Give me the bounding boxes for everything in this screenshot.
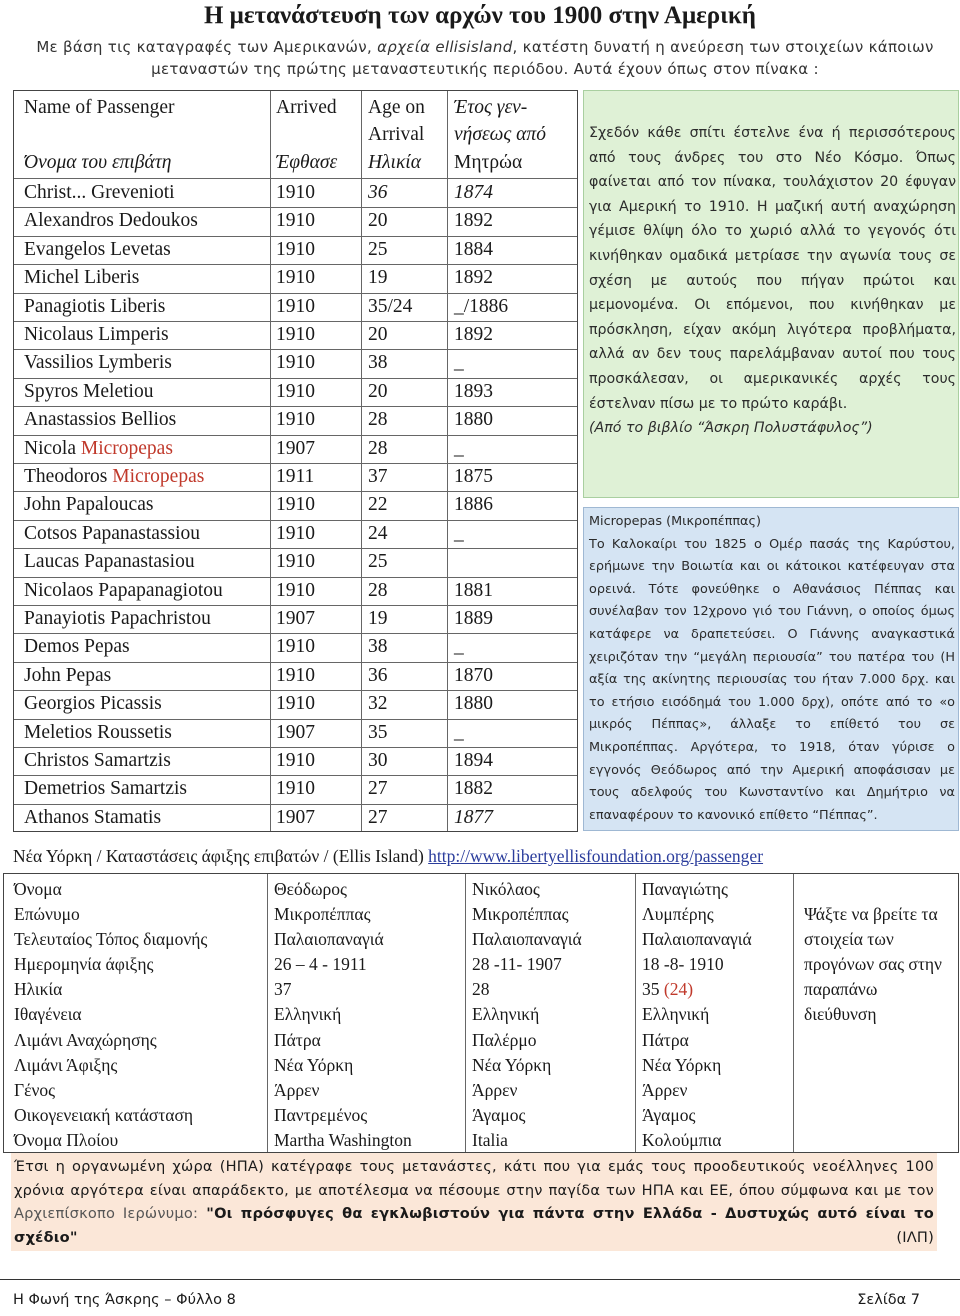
commentary-source: (Από το βιβλίο “Άσκρη Πολυστάφυλος”) (589, 420, 873, 437)
passenger-first: Laucas Papanastasiou (24, 551, 195, 573)
passenger-table (13, 90, 578, 832)
arrivals-value: Ελληνική (472, 1004, 540, 1025)
arrivals-value: Κολούμπια (642, 1129, 722, 1150)
row-divider (14, 577, 577, 578)
history-text (589, 511, 955, 827)
arrivals-value: Ιθαγένεια (14, 1004, 82, 1025)
commentary-body: Σχεδόν κάθε σπίτι έστελνε ένα ή περισσότερους από τους άνδρες του στο Νέο Κόσμο. Όπως φαίνεται από τον πίνακα, τουλάχιστον 20 έφυγαν για Αμερική το 1910. Η μαζική αυτή αναχώρηση γέμισε θλίψη όλο το χωριό αλλά το γεγονός ότι κινήθηκαν ομαδικά μετρίασε την αγωνία τους σε σχέση με αυτούς που πήγαν πρώτοι και μεμονομένα. Οι επόμενοι, που κινήθηκαν με πρόσκληση, είχαν ακόμη λιγότερα προβλήματα, αλλά αν δεν τους παρελάμβαναν αυτοί που τους προσκάλεσαν, οι αμερικανικές αρχές τους έστελναν πίσω με το πρώτο καράβι. (589, 125, 956, 412)
arrivals-cell (274, 1053, 412, 1078)
arrivals-cell (642, 1002, 752, 1027)
arrivals-cell (274, 1002, 412, 1027)
passenger-first: Vassilios Lymberis (24, 352, 172, 374)
arrivals-value: Παναγιώτης (642, 879, 728, 899)
arrivals-cell (472, 902, 582, 927)
footer-page-number: Σελίδα 7 (857, 1292, 920, 1308)
closing-box (11, 1153, 937, 1251)
passenger-name (24, 323, 169, 347)
col-divider (361, 91, 362, 831)
arrivals-cell (274, 1078, 412, 1103)
col-divider (270, 91, 271, 831)
passenger-age: 28 (368, 437, 388, 459)
passenger-year: _/1886 (454, 295, 509, 317)
header-arrived-gr: Έφθασε (276, 152, 338, 173)
arrivals-cell (472, 877, 582, 902)
passenger-age: 20 (368, 210, 388, 232)
passenger-name (24, 380, 153, 404)
arrivals-cell (642, 952, 752, 977)
passenger-age: 28 (368, 409, 388, 431)
passenger-name (24, 806, 161, 830)
header-birth-1: Έτος γεν- (454, 97, 528, 118)
arrivals-value: 28 -11- 1907 (472, 954, 562, 975)
arrivals-cell (472, 952, 582, 977)
passenger-arrived: 1910 (276, 636, 315, 658)
arrivals-value: Ηλικία (14, 979, 63, 1000)
passenger-age: 20 (368, 324, 388, 345)
row-divider (14, 690, 577, 691)
arrivals-value: Πάτρα (642, 1029, 689, 1050)
row-divider (14, 207, 577, 208)
passenger-year: 1886 (454, 494, 493, 516)
passenger-arrived: 1910 (276, 295, 315, 317)
col-divider (793, 874, 794, 1152)
passenger-first: Alexandros Dedoukos (24, 210, 198, 232)
passenger-arrived: 1910 (276, 352, 315, 374)
arrivals-cell (274, 902, 412, 927)
passenger-year: 1892 (454, 210, 493, 232)
passenger-first: Evangelos Levetas (24, 238, 171, 260)
intro-italic: αρχεία ellisisland (377, 38, 513, 56)
arrivals-value: Άγαμος (472, 1104, 526, 1125)
passenger-first: Athanos Stamatis (24, 806, 162, 828)
passenger-year: 1893 (454, 380, 493, 402)
arrivals-cell (14, 1078, 207, 1103)
arrivals-cell (274, 877, 412, 902)
header-birth-3: Μητρώα (454, 152, 523, 173)
row-divider (14, 236, 577, 237)
row-divider (14, 491, 577, 492)
arrivals-value: 35 (642, 979, 664, 1000)
arrivals-value: Νέα Υόρκη (472, 1054, 552, 1075)
row-divider (14, 463, 577, 464)
arrivals-cell (642, 1028, 752, 1053)
passenger-age: 20 (368, 380, 388, 402)
col-divider (447, 91, 448, 831)
passenger-name (24, 295, 165, 319)
arrivals-cell (472, 1002, 582, 1027)
arrivals-cell (14, 1103, 207, 1128)
passenger-age: 27 (368, 806, 388, 828)
arrivals-cell (472, 1103, 582, 1128)
passenger-year: _ (454, 437, 464, 459)
row-divider (14, 406, 577, 407)
passenger-name (24, 209, 198, 233)
passenger-name (24, 266, 139, 290)
passenger-year: 1877 (454, 806, 493, 828)
row-divider (14, 435, 577, 436)
row-divider (14, 293, 577, 294)
passenger-year: 1894 (454, 750, 493, 771)
passenger-name (24, 351, 172, 375)
passenger-age: 27 (368, 778, 388, 800)
passenger-first: Christ... Grevenioti (24, 182, 175, 203)
passenger-year: 1870 (454, 664, 493, 686)
passenger-first: Meletios Roussetis (24, 721, 172, 743)
passenger-year: 1880 (454, 409, 493, 431)
arrivals-cell (14, 977, 207, 1002)
age-alternate: (24) (663, 979, 694, 1000)
passenger-name (24, 550, 195, 574)
passenger-first: Anastassios Bellios (24, 409, 177, 431)
arrivals-value: Θεόδωρος (274, 879, 347, 899)
passenger-surname-highlight: Micropepas (80, 437, 173, 459)
passenger-first: Nicolaus Limperis (24, 324, 169, 345)
passenger-age: 28 (368, 579, 388, 601)
passenger-name (24, 522, 200, 546)
arrivals-cell (472, 977, 582, 1002)
passenger-first: Georgios Picassis (24, 693, 162, 715)
passenger-first: Michel Liberis (24, 267, 140, 289)
col-divider (267, 874, 268, 1152)
arrivals-cell (14, 1128, 207, 1153)
intro-paragraph (30, 36, 940, 80)
arrivals-value: Άγαμος (642, 1104, 696, 1125)
passenger-age: 25 (368, 238, 388, 260)
arrivals-cell (642, 1078, 752, 1103)
passenger-year: 1875 (454, 466, 493, 487)
passenger-arrived: 1910 (276, 182, 315, 203)
passenger-year: _ (454, 352, 464, 374)
arrivals-value: Νέα Υόρκη (274, 1054, 354, 1075)
row-divider (14, 520, 577, 521)
passenger-age: 35/24 (368, 295, 413, 317)
passenger-first: John Pepas (24, 664, 112, 686)
arrivals-cell (472, 1028, 582, 1053)
arrivals-value: Επώνυμο (14, 904, 80, 925)
intro-text-2: , κατέστη δυνατή η ανεύρεση των στοιχείων κάποιων μεταναστών της πρώτης μεταναστευτικής περιόδου. Αυτά έχουν όπως στον πίνακα : (151, 38, 934, 78)
passenger-arrived: 1910 (276, 380, 315, 402)
header-age-gr: Ηλικία (368, 152, 421, 173)
passenger-name (24, 181, 175, 205)
row-divider (14, 775, 577, 776)
row-divider (14, 605, 577, 606)
arrivals-cell (14, 877, 207, 902)
passenger-year: 1884 (454, 238, 493, 260)
passenger-arrived: 1907 (276, 608, 315, 629)
passenger-arrived: 1910 (276, 693, 315, 715)
arrivals-value: Martha Washington (274, 1129, 412, 1150)
passenger-age: 22 (368, 494, 388, 516)
passenger-age: 36 (368, 182, 388, 203)
passenger-year: 1889 (454, 608, 493, 629)
row-divider (14, 804, 577, 805)
passenger-arrived: 1910 (276, 494, 315, 516)
arrivals-cell (14, 1053, 207, 1078)
arrivals-value: Γένος (14, 1079, 56, 1100)
arrivals-value: Παντρεμένος (274, 1104, 368, 1125)
passenger-arrived: 1910 (276, 267, 315, 289)
arrivals-cell (472, 1053, 582, 1078)
closing-ref: Αρχιεπίσκοπο Ιερώνυμο: (14, 1205, 199, 1222)
arrivals-panagiotis (642, 877, 752, 1153)
footer-rule (0, 1279, 960, 1280)
arrivals-cell (642, 1053, 752, 1078)
arrivals-theodoros (274, 877, 412, 1153)
passenger-arrived: 1910 (276, 664, 315, 686)
header-age-2: Arrival (368, 124, 425, 145)
row-divider (14, 662, 577, 663)
source-link[interactable]: http://www.libertyellisfoundation.org/passenger (428, 846, 764, 866)
arrivals-value: Πάτρα (274, 1029, 321, 1050)
passenger-year: _ (454, 636, 464, 658)
passenger-first: Nicola (24, 437, 81, 459)
arrivals-cell (642, 977, 752, 1002)
passenger-name (24, 721, 172, 745)
passenger-arrived: 1910 (276, 579, 315, 601)
header-divider (14, 178, 577, 179)
header-name-gr: Όνομα του επιβάτη (24, 152, 172, 173)
arrivals-value: Άρρεν (274, 1079, 320, 1100)
passenger-first: Demos Pepas (24, 636, 130, 658)
passenger-arrived: 1910 (276, 409, 315, 431)
passenger-arrived: 1907 (276, 437, 315, 459)
arrivals-cell (274, 977, 412, 1002)
arrivals-cell (642, 927, 752, 952)
arrivals-value: Παλέρμο (472, 1029, 537, 1050)
arrivals-value: Ελληνική (274, 1004, 342, 1025)
passenger-first: Cotsos Papanastassiou (24, 522, 201, 544)
passenger-year: 1892 (454, 267, 493, 289)
passenger-arrived: 1907 (276, 721, 315, 743)
passenger-age: 36 (368, 664, 388, 686)
arrivals-cell (642, 902, 752, 927)
closing-quote: "Οι πρόσφυγες θα εγκλωβιστούν για πάντα στην Ελλάδα - Δυστυχώς αυτό είναι το σχέδιο" (14, 1205, 934, 1246)
arrivals-cell (642, 877, 752, 902)
passenger-arrived: 1910 (276, 551, 315, 573)
arrivals-value: Άρρεν (472, 1079, 518, 1100)
history-body: Το Καλοκαίρι του 1825 ο Ομέρ πασάς της Καρύστου, ερήμωνε την Βοιωτία και οι κάτοικοι κατέφευγαν στα ορεινά. Τότε φονεύθηκε ο Αθανάσιος Πέππας και συνέλαβαν τον 12χρονο γιό του Γιάννη, ο οποίος όμως κατάφερε να δραπετεύσει. Ο Γιάννης αναγκαστικά χειριζόταν την “μεγάλη περιουσία” του πατέρα του (Η αξία της ακίνητης περιουσίας του ήταν 7.000 δρχ. και το ετήσιο εισόδημά του 1.000 δρχ), οπότε από το «ο μικρός Πέππας», άλλαξε το επίθετό του σε Μικροπέππας. Αργότερα, το 1918, όταν γύρισε ο εγγονός Θεόδωρος από την Αμερική αποφάσισαν με τους αδελφούς του Κωνσταντίνο και Δημήτριο να επαναφέρουν το κανονικό επίθετο “Πέππας”. (589, 536, 955, 823)
arrivals-cell (472, 927, 582, 952)
footer-publication: Η Φωνή της Άσκρης – Φύλλο 8 (13, 1292, 236, 1308)
arrivals-cell (274, 1103, 412, 1128)
arrivals-value: Λιμάνι Αναχώρησης (14, 1029, 157, 1050)
arrivals-value: Ημερομηνία άφιξης (14, 954, 154, 975)
row-divider (14, 548, 577, 549)
passenger-arrived: 1910 (276, 778, 315, 800)
arrivals-cell (472, 1128, 582, 1153)
passenger-name (24, 607, 211, 631)
source-line (13, 846, 763, 867)
passenger-name (24, 692, 162, 716)
arrivals-value: Παλαιοπαναγιά (472, 929, 582, 950)
arrivals-cell (14, 902, 207, 927)
arrivals-value: Νέα Υόρκη (642, 1054, 722, 1075)
header-name-en: Name of Passenger (24, 97, 175, 118)
arrivals-cell (274, 927, 412, 952)
passenger-year: 1874 (454, 182, 493, 203)
passenger-name (24, 437, 173, 461)
passenger-name (24, 579, 223, 603)
closing-body: Έτσι η οργανωμένη χώρα (ΗΠΑ) κατέγραφε τους μετανάστες, κάτι που για εμάς τους προοδευτικούς νεοέλληνες 100 χρόνια αργότερα είναι απαράδεκτο, με αποτέλεσμα να πέσουμε στην παγίδα των ΗΠΑ και ΕΕ, όπου σύμφωνα και με τον (14, 1158, 934, 1199)
arrivals-value: Άρρεν (642, 1079, 688, 1100)
passenger-arrived: 1910 (276, 522, 315, 544)
passenger-first: John Papaloucas (24, 494, 154, 516)
arrivals-cell (274, 952, 412, 977)
arrivals-value: Οικογενειακή κατάσταση (14, 1104, 194, 1125)
closing-signature: (ΙΛΠ) (896, 1228, 934, 1246)
arrivals-value: 28 (472, 979, 490, 1000)
row-divider (14, 321, 577, 322)
passenger-arrived: 1910 (276, 750, 315, 771)
page-title: Η μετανάστευση των αρχών του 1900 στην Αμερική (203, 2, 756, 29)
arrivals-table (3, 873, 959, 1153)
row-divider (14, 747, 577, 748)
passenger-age: 24 (368, 522, 388, 544)
passenger-age: 37 (368, 466, 388, 487)
passenger-year: 1882 (454, 778, 493, 800)
row-divider (14, 719, 577, 720)
passenger-name (24, 664, 111, 688)
closing-text (14, 1155, 934, 1249)
passenger-first: Panayiotis Papachristou (24, 608, 211, 629)
passenger-year: 1892 (454, 324, 493, 345)
intro-text-1: Με βάση τις καταγραφές των Αμερικανών, (36, 38, 378, 56)
passenger-first: Spyros Meletiou (24, 380, 154, 402)
passenger-age: 30 (368, 750, 388, 771)
arrivals-cell (642, 1103, 752, 1128)
arrivals-value: Μικροπέππας (472, 904, 569, 925)
passenger-age: 38 (368, 352, 388, 374)
arrivals-value: Παλαιοπαναγιά (274, 929, 384, 950)
arrivals-value: Μικροπέππας (274, 904, 371, 925)
passenger-year: 1881 (454, 579, 493, 601)
header-arrived-en: Arrived (276, 97, 337, 118)
header-age-1: Age on (368, 97, 425, 118)
arrivals-value: Λιμάνι Άφιξης (14, 1054, 118, 1075)
row-divider (14, 264, 577, 265)
passenger-age: 35 (368, 721, 388, 743)
arrivals-nikolaos (472, 877, 582, 1153)
row-divider (14, 633, 577, 634)
passenger-age: 19 (368, 267, 388, 289)
row-divider (14, 349, 577, 350)
commentary-box (583, 90, 959, 498)
passenger-first: Panagiotis Liberis (24, 295, 166, 317)
arrivals-value: Νικόλαος (472, 879, 540, 899)
arrivals-labels (14, 877, 207, 1153)
arrivals-cell (472, 1078, 582, 1103)
passenger-age: 38 (368, 636, 388, 658)
commentary-text (589, 121, 956, 441)
arrivals-cell (14, 1002, 207, 1027)
passenger-first: Demetrios Samartzis (24, 778, 187, 800)
passenger-name (24, 408, 176, 432)
search-note: Ψάξτε να βρείτε τα στοιχεία των προγόνων σας στην παραπάνω διεύθυνση (804, 904, 942, 1024)
header-birth-2: νήσεως από (454, 124, 546, 145)
passenger-name (24, 635, 130, 659)
passenger-arrived: 1910 (276, 210, 315, 232)
arrivals-value: Ελληνική (642, 1004, 710, 1025)
passenger-name (24, 493, 153, 517)
passenger-name (24, 465, 204, 489)
passenger-arrived: 1910 (276, 324, 315, 345)
arrivals-value: 37 (274, 979, 292, 1000)
passenger-first: Nicolaos Papapanagiotou (24, 579, 223, 601)
arrivals-value: 26 – 4 - 1911 (274, 954, 367, 975)
passenger-arrived: 1907 (276, 806, 315, 828)
arrivals-cell (14, 927, 207, 952)
col-divider (465, 874, 466, 1152)
passenger-first: Christos Samartzis (24, 750, 171, 771)
arrivals-value: Τελευταίος Τόπος διαμονής (14, 929, 208, 950)
arrivals-cell (642, 1128, 752, 1153)
passenger-arrived: 1911 (276, 466, 315, 487)
arrivals-value: Όνομα (14, 879, 62, 899)
passenger-name (24, 238, 171, 262)
passenger-year: _ (454, 721, 464, 743)
row-divider (14, 378, 577, 379)
arrivals-value: Παλαιοπαναγιά (642, 929, 752, 950)
passenger-age: 19 (368, 608, 388, 629)
arrivals-cell (14, 952, 207, 977)
arrivals-value: Λυμπέρης (642, 904, 714, 925)
arrivals-cell (274, 1128, 412, 1153)
passenger-year: _ (454, 522, 464, 544)
passenger-arrived: 1910 (276, 238, 315, 260)
history-heading: Micropepas (Μικροπέππας) (589, 514, 761, 529)
passenger-age: 32 (368, 693, 388, 715)
col-divider (635, 874, 636, 1152)
arrivals-cell (274, 1028, 412, 1053)
passenger-name (24, 749, 171, 773)
passenger-first: Theodoros (24, 466, 113, 487)
history-box (583, 507, 959, 831)
arrivals-value: Όνομα Πλοίου (14, 1129, 119, 1150)
passenger-age: 25 (368, 551, 388, 573)
passenger-surname-highlight: Micropepas (112, 466, 205, 487)
arrivals-value: Italia (472, 1129, 508, 1150)
arrivals-cell (14, 1028, 207, 1053)
passenger-name (24, 777, 187, 801)
passenger-year: 1880 (454, 693, 493, 715)
source-text: Νέα Υόρκη / Καταστάσεις άφιξης επιβατών / (Ellis Island) (13, 846, 429, 866)
arrivals-value: 18 -8- 1910 (642, 954, 724, 975)
